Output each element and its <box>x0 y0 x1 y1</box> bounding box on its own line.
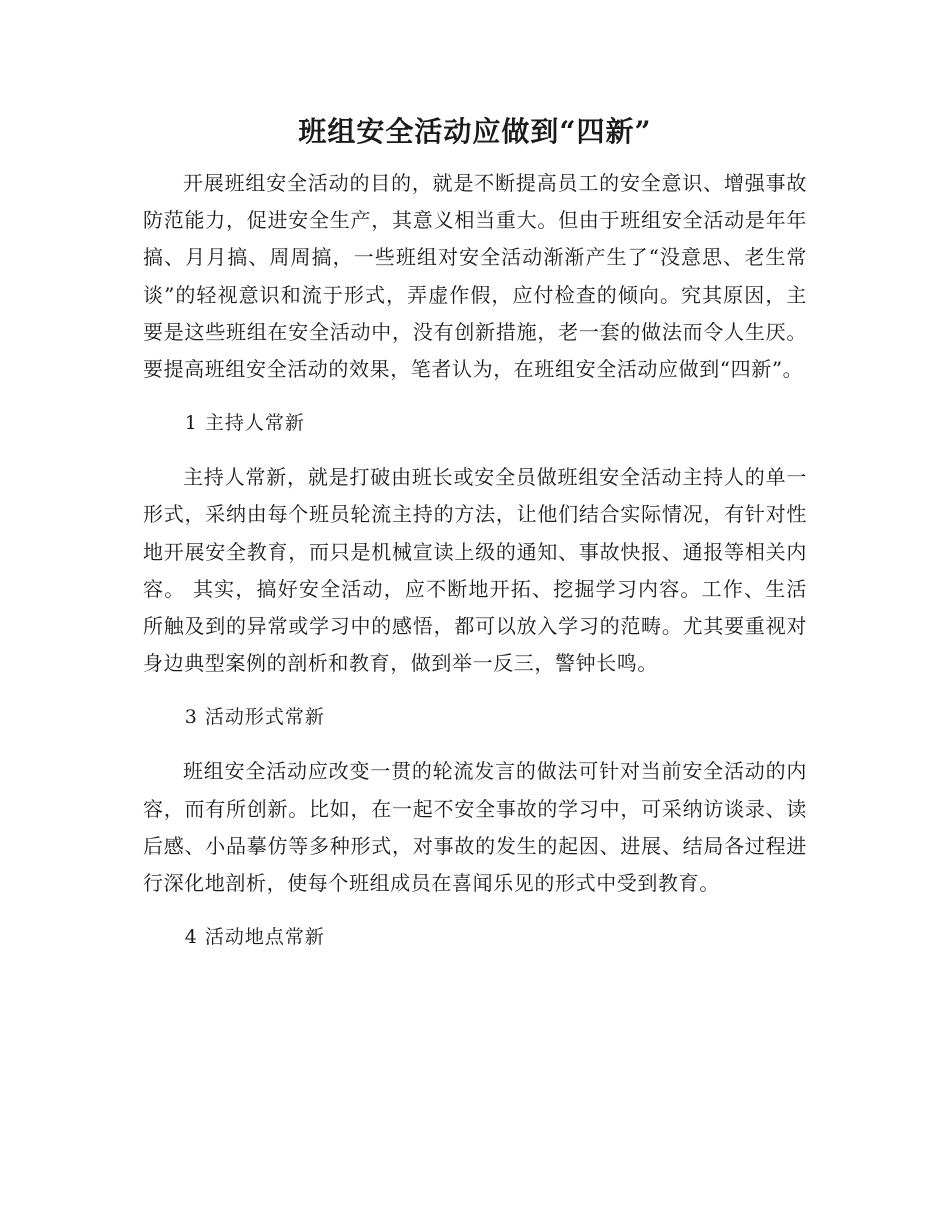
section-heading-host: 1 主持人常新 <box>184 412 305 435</box>
section-heading-location: 4 活动地点常新 <box>184 926 325 949</box>
section-paragraph-host: 主持人常新，就是打破由班长或安全员做班组安全活动主持人的单一形式，采纳由每个班员轮流主持的方法，让他们结合实际情况，有针对性地开展安全教育，而只是机械宣读上级的通知、事故快报、通报等相关内容。 其实，搞好安全活动，应不断地开拓、挖掘学习内容。工作、生活所触及到的异常或学习中的感悟，都可以放入学习的范畴。尤其要重视对身边典型案例的剖析和教育，做到举一反三，警钟长鸣。 <box>143 465 807 676</box>
document-body <box>143 165 807 973</box>
document-title: 班组安全活动应做到“四新” <box>298 115 652 148</box>
intro-paragraph: 开展班组安全活动的目的，就是不断提高员工的安全意识、增强事故防范能力，促进安全生产，其意义相当重大。但由于班组安全活动是年年搞、月月搞、周周搞，一些班组对安全活动渐渐产生了“没意思、老生常谈”的轻视意识和流于形式，弄虚作假，应付检查的倾向。究其原因，主要是这些班组在安全活动中，没有创新措施，老一套的做法而令人生厌。 要提高班组安全活动的效果，笔者认为，在班组安全活动应做到“四新”。 <box>143 171 807 382</box>
section-paragraph-format: 班组安全活动应改变一贯的轮流发言的做法可针对当前安全活动的内容，而有所创新。比如，在一起不安全事故的学习中，可采纳访谈录、读后感、小品摹仿等多种形式，对事故的发生的起因、进展、结局各过程进行深化地剖析，使每个班组成员在喜闻乐见的形式中受到教育。 <box>143 759 807 896</box>
section-heading-format: 3 活动形式常新 <box>184 706 325 729</box>
